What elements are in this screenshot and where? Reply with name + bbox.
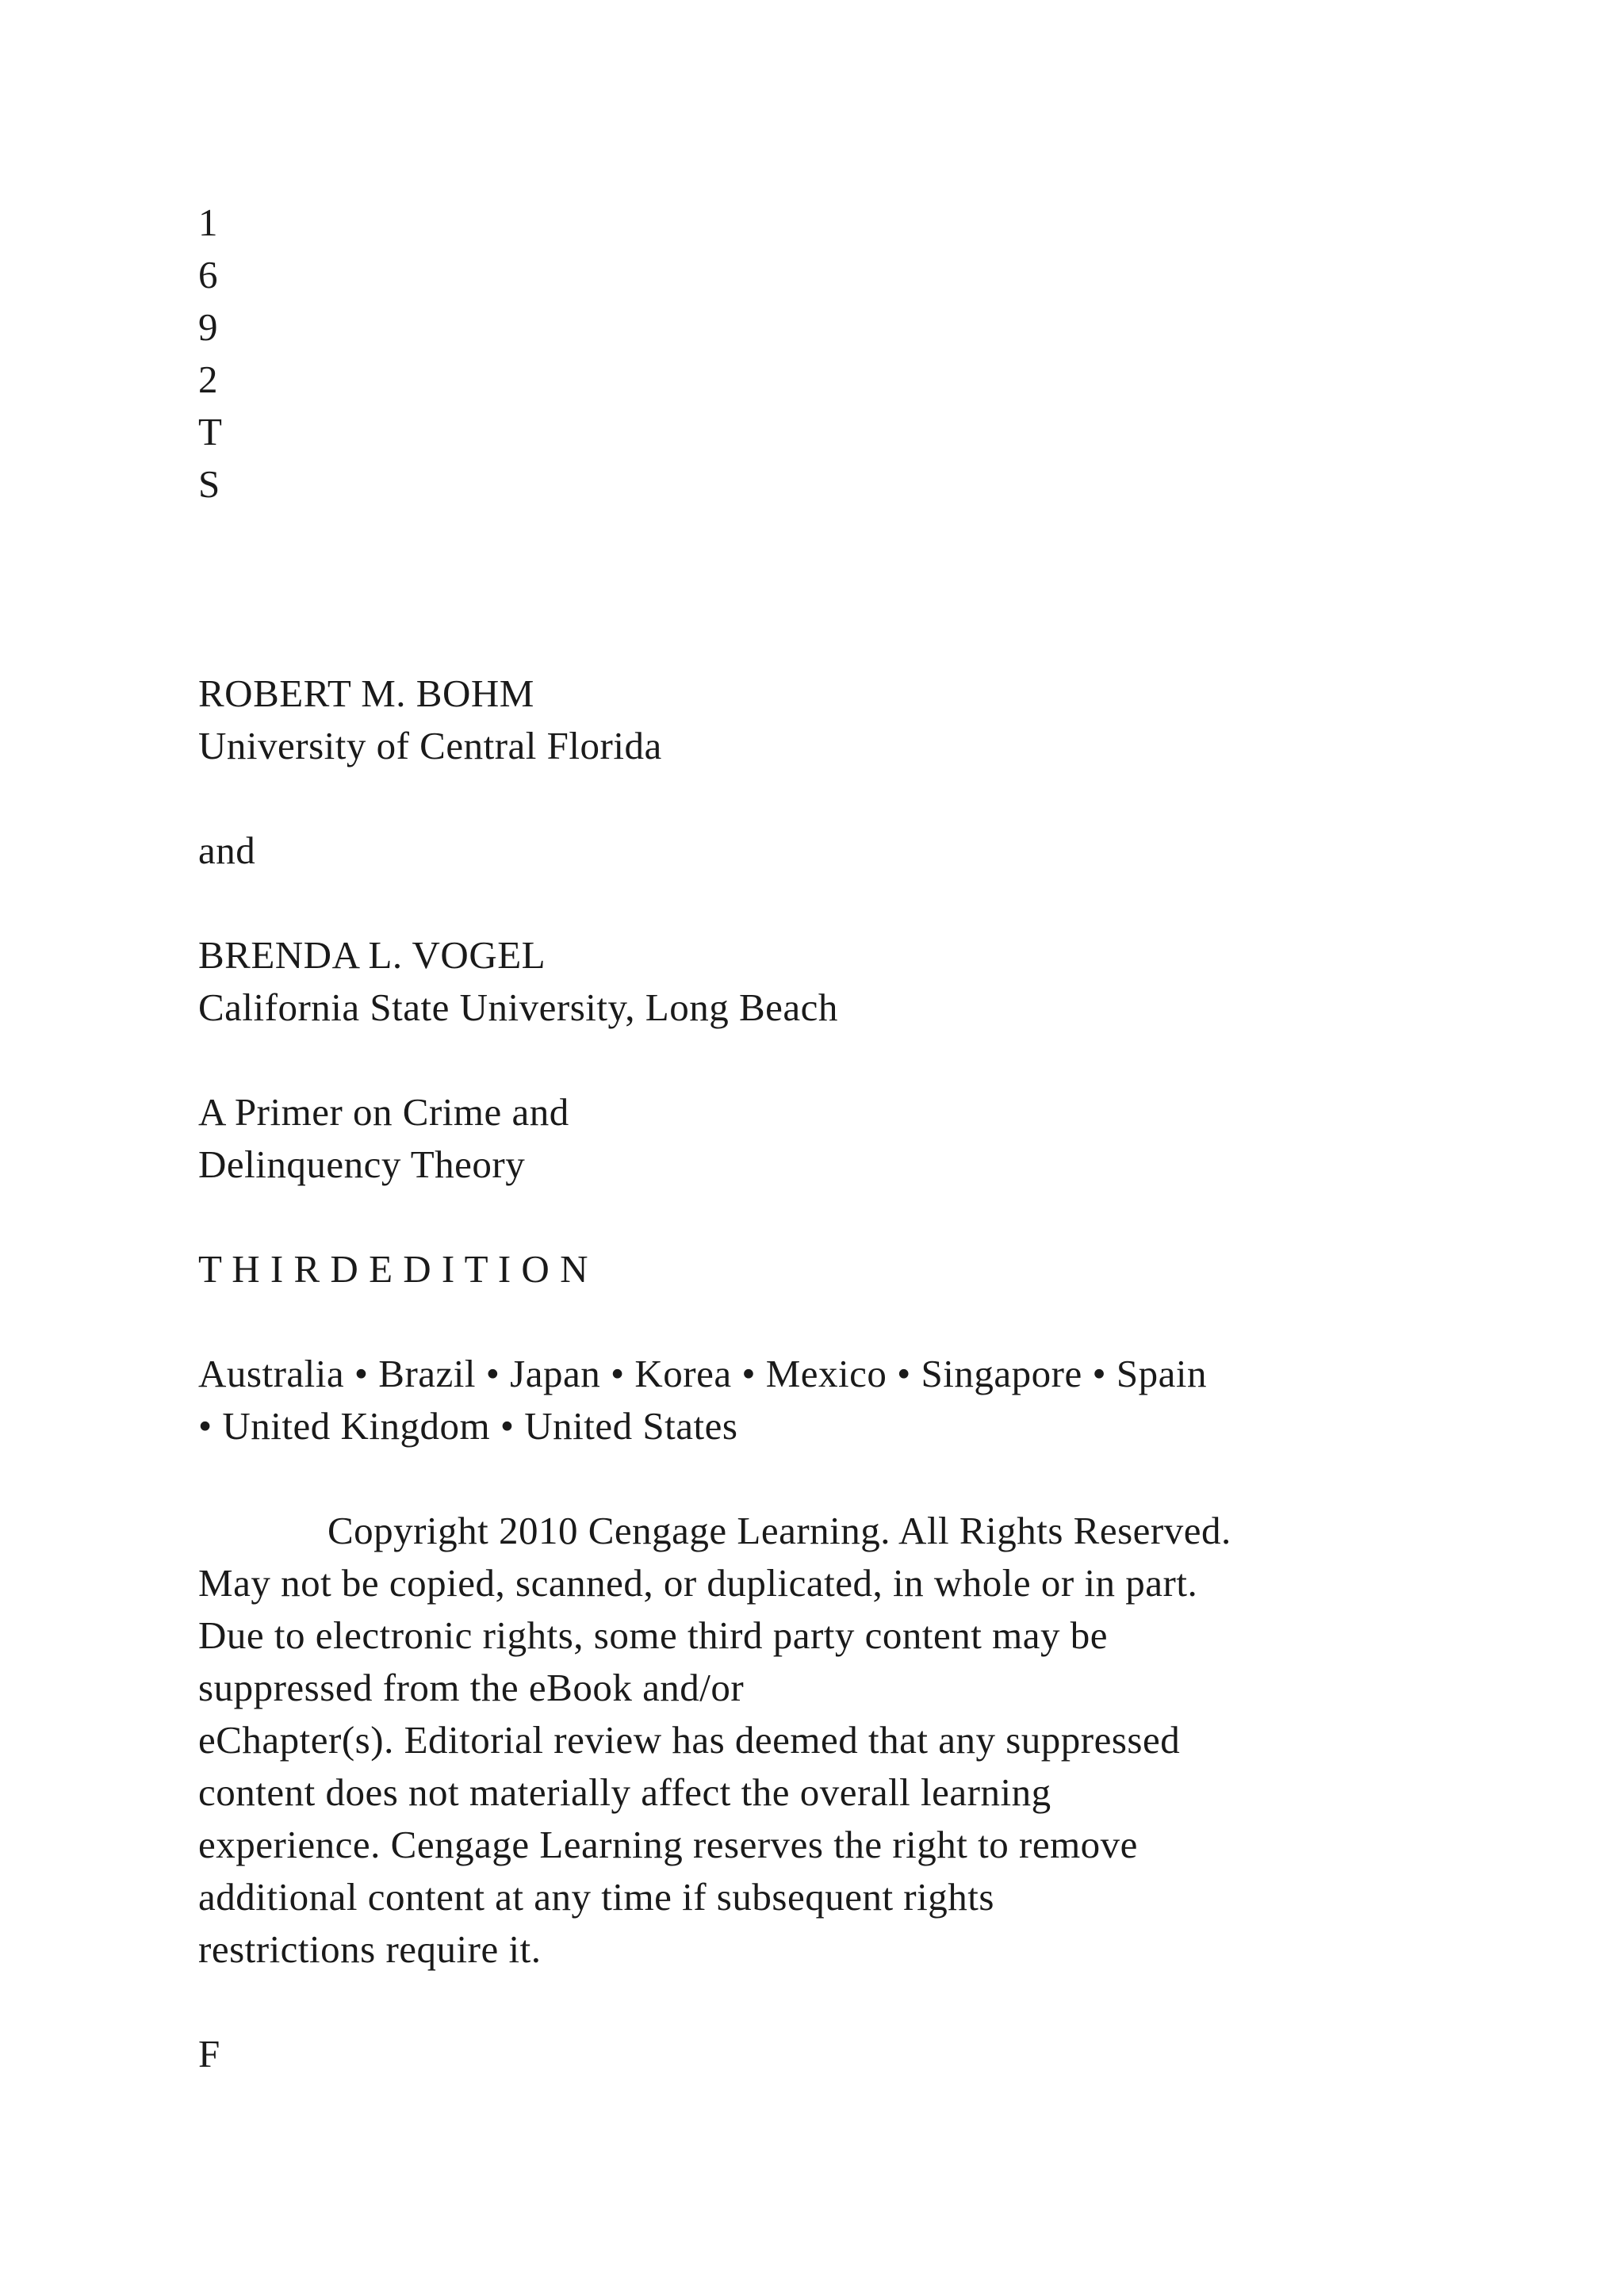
author-name: ROBERT M. BOHM [198,672,534,715]
edition-label: T H I R D E D I T I O N [198,1247,588,1291]
copyright-line: May not be copied, scanned, or duplicated, in whole or in part. [198,1561,1198,1605]
vertical-code-char: 1 [198,201,218,244]
spacer [198,1295,1435,1348]
book-title-line: A Primer on Crime and [198,1090,569,1134]
copyright-notice [198,1505,1435,1976]
author-name: BRENDA L. VOGEL [198,933,546,977]
copyright-line: suppressed from the eBook and/or [198,1666,745,1709]
locations-line: Australia • Brazil • Japan • Korea • Mexico • Singapore • Spain [198,1352,1208,1395]
trailing-letter: F [198,2032,220,2076]
vertical-code-char: 2 [198,358,218,401]
spacer [198,1976,1435,2028]
spacer [198,772,1435,825]
copyright-line: experience. Cengage Learning reserves the right to remove [198,1823,1138,1866]
author-affiliation: California State University, Long Beach [198,985,838,1029]
copyright-line: Due to electronic rights, some third party content may be [198,1613,1109,1657]
author-block-2 [198,929,1435,1034]
vertical-code-char: T [198,410,223,453]
vertical-code-char: 9 [198,305,218,349]
copyright-line: restrictions require it. [198,1927,542,1971]
spacer [198,511,1435,668]
author-block-1 [198,668,1435,772]
document-page [198,197,1435,2080]
book-title [198,1086,1435,1191]
vertical-code-block [198,197,1435,511]
copyright-line: Copyright 2010 Cengage Learning. All Rights Reserved. [327,1509,1231,1552]
vertical-code-char: S [198,462,220,506]
copyright-line: additional content at any time if subsequent rights [198,1875,994,1919]
locations-line: • United Kingdom • United States [198,1404,738,1448]
publisher-locations [198,1348,1435,1452]
copyright-line: content does not materially affect the overall learning [198,1770,1051,1814]
book-title-line: Delinquency Theory [198,1142,526,1186]
spacer [198,1452,1435,1505]
spacer [198,877,1435,929]
author-affiliation: University of Central Florida [198,724,662,767]
spacer [198,1034,1435,1086]
vertical-code-char: 6 [198,253,218,297]
spacer [198,1191,1435,1243]
copyright-line: eChapter(s). Editorial review has deemed that any suppressed [198,1718,1181,1762]
conjunction-text: and [198,828,256,872]
